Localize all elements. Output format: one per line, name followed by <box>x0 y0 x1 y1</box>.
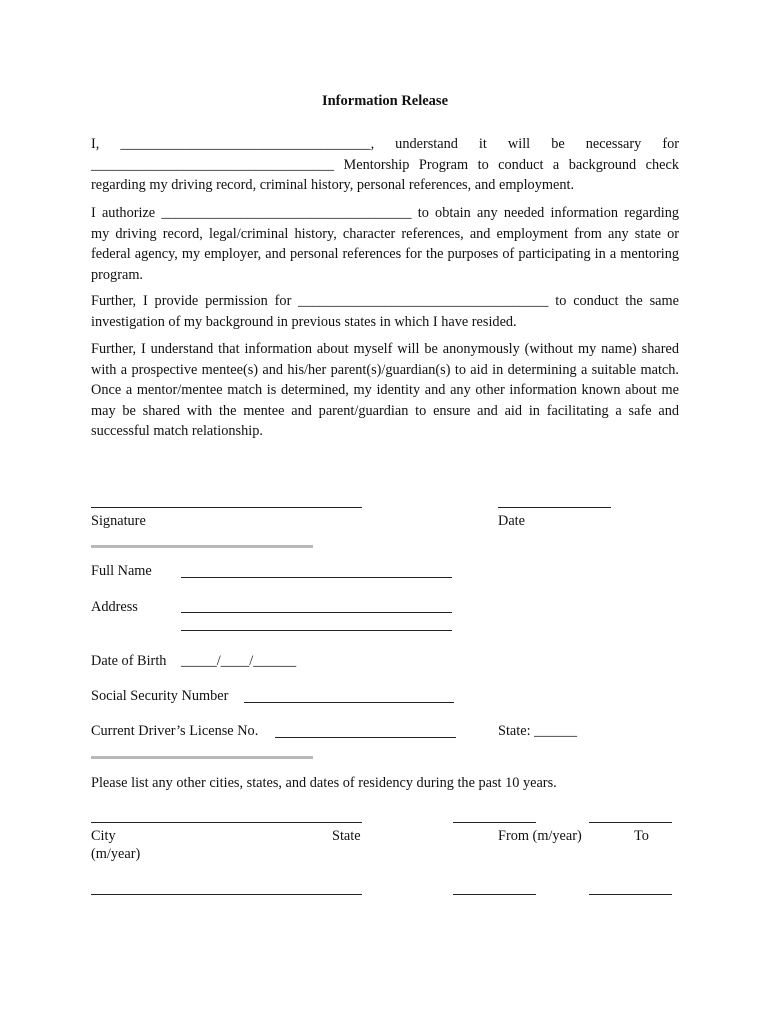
residency-from-line-2[interactable] <box>453 894 536 895</box>
license-state-field[interactable]: State: ______ <box>498 723 578 739</box>
address-line-2[interactable] <box>181 630 452 631</box>
full-name-label: Full Name <box>91 563 152 579</box>
section-divider <box>91 545 313 548</box>
page-title: Information Release <box>321 93 449 109</box>
from-column-label: From (m/year) <box>498 828 582 844</box>
address-line-1[interactable] <box>181 612 452 613</box>
residency-to-line-2[interactable] <box>589 894 672 895</box>
paragraph-information-sharing: Further, I understand that information about myself will be anonymously (without my name) shared with a prospective mentee(s) and his/her parent(s)/guardian(s) to aid in determining a suitable match. Once a mentor/mentee match is determined, my identity and any other information known about me may be shared with the mentee and parent/guardian to ensure and aid in facilitating a safe and successful match relationship. <box>91 341 679 439</box>
city-column-label: City <box>91 828 116 844</box>
signature-line[interactable] <box>91 507 362 508</box>
dob-label: Date of Birth <box>91 653 167 669</box>
ssn-line[interactable] <box>244 702 454 703</box>
address-label: Address <box>91 599 138 615</box>
paragraph-authorization: I authorize ___________________________________ to obtain any needed information regarding my driving record, legal/criminal history, character references, and employment from any state or federal agency, my employer, and personal references for the purposes of participating in a mentoring program. <box>91 205 679 283</box>
residency-from-line-1[interactable] <box>453 822 536 823</box>
ssn-label: Social Security Number <box>91 688 229 704</box>
signature-label: Signature <box>91 513 146 529</box>
dob-blank[interactable]: _____/____/______ <box>181 653 297 669</box>
residency-city-state-line-2[interactable] <box>91 894 362 895</box>
full-name-line[interactable] <box>181 577 452 578</box>
to-column-unit: (m/year) <box>91 846 141 862</box>
license-label: Current Driver’s License No. <box>91 723 259 739</box>
residency-to-line-1[interactable] <box>589 822 672 823</box>
residency-city-state-line-1[interactable] <box>91 822 362 823</box>
state-column-label: State <box>332 828 361 844</box>
date-label: Date <box>498 513 525 529</box>
paragraph-permission: Further, I provide permission for ___________________________________ to conduct the same investigation of my background in previous states in which I have resided. <box>91 293 679 330</box>
section-divider-2 <box>91 756 313 759</box>
to-column-label: To <box>634 828 649 844</box>
license-line[interactable] <box>275 737 456 738</box>
paragraph-consent: I, ___________________________________, understand it will be necessary for __________________________________ Mentorship Program to conduct a background check regarding my driving record, criminal history, personal references, and employment. <box>91 136 679 193</box>
date-line[interactable] <box>498 507 611 508</box>
residency-instruction: Please list any other cities, states, and dates of residency during the past 10 years. <box>91 775 557 791</box>
